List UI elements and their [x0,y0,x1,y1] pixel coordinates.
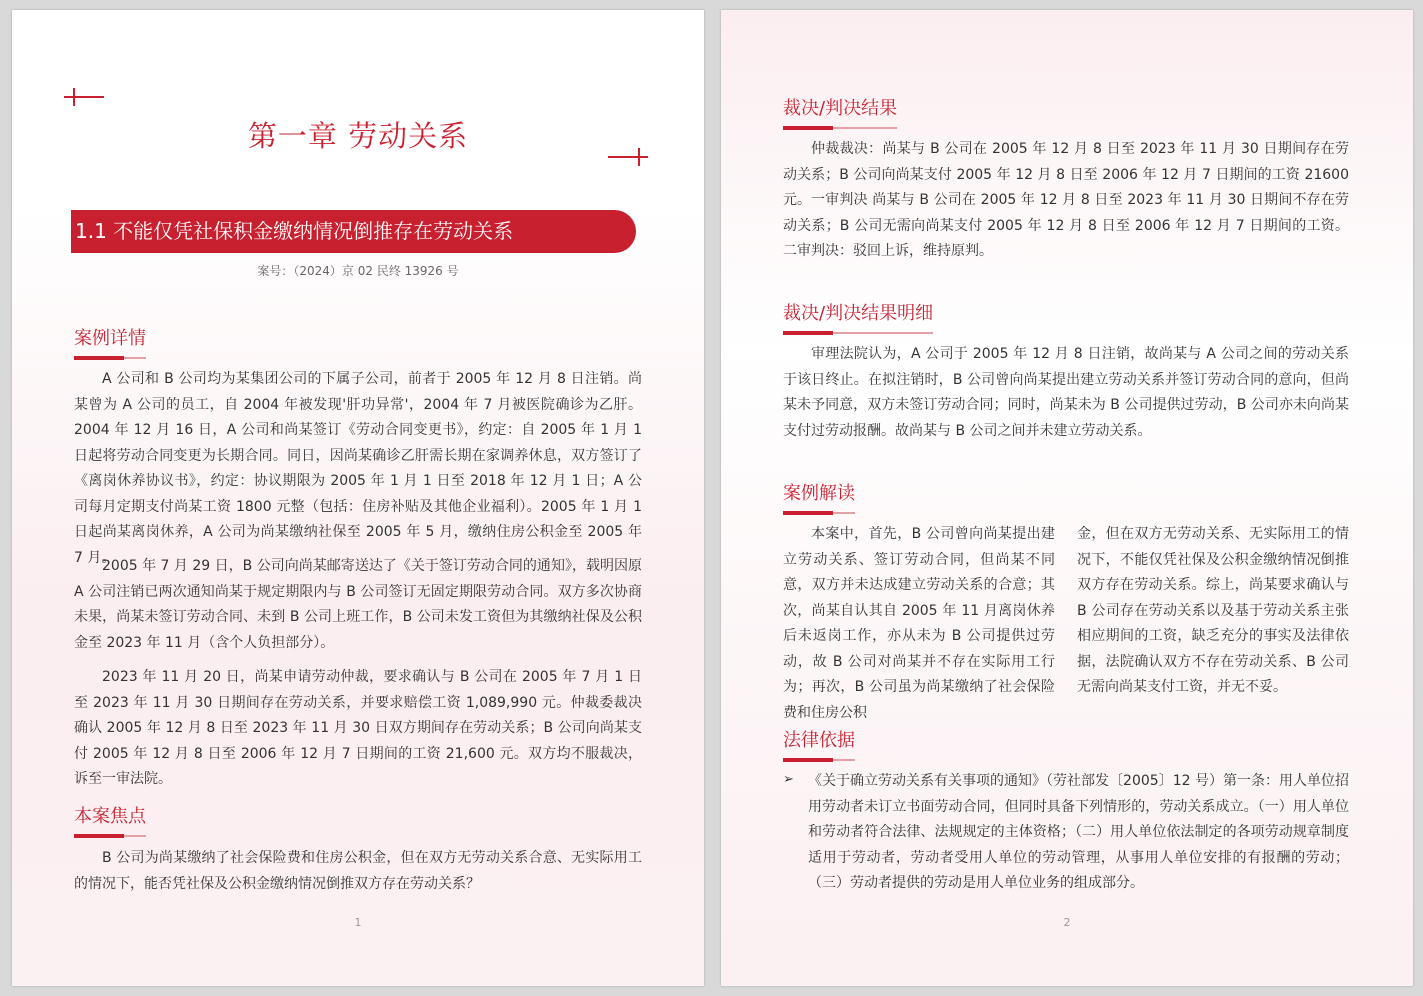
document-page-1 [12,10,704,986]
heading-case-details [74,324,146,350]
heading-underline [74,357,146,359]
heading-case-analysis [783,479,855,505]
heading-text: 案例解读 [783,483,855,504]
analysis-column-1: 本案中，首先，B 公司曾向尚某提出建立劳动关系、签订劳动合同，但尚某不同意，双方并未达成建立劳动关系的合意；其次，尚某自认其自 2005 年 11 月离岗休养后未返岗工作，亦从未为 B 公司提供过劳动，故 B 公司对尚某并不存在实际用工行为；再次，B 公司虽为尚某缴纳了社会保险费和住房公积 [783,526,1055,721]
result-paragraph-1: 仲裁裁决：尚某与 B 公司在 2005 年 12 月 8 日至 2023 年 11 月 30 日期间存在劳动关系；B 公司向尚某支付 2005 年 12 月 8 日至 2006 年 12 月 7 日期间的工资 21600 元。 [783,141,1349,208]
heading-ruling-result [783,94,897,120]
heading-text: 裁决/判决结果明细 [783,303,934,324]
details-paragraph-2: 2005 年 7 月 29 日，B 公司向尚某邮寄送达了《关于签订劳动合同的通知》，载明因原 A 公司注销已两次通知尚某于规定期限内与 B 公司签订无固定期限劳动合同。双方多次协商未果，尚某未签订劳动合同、未到 B 公司上班工作，B 公司未发工资但为其缴纳社保及公积金至 2023 年 11 月（含个人负担部分）。 [74,558,642,651]
arrow-bullet-icon: ➢ [783,772,794,787]
case-number: 案号：（2024）京 02 民终 13926 号 [257,264,459,278]
section-title-banner: 1.1 不能仅凭社保积金缴纳情况倒推存在劳动关系 [71,210,636,253]
heading-underline [783,332,933,334]
heading-underline [783,127,897,129]
legal-basis-paragraph: 《关于确立劳动关系有关事项的通知》（劳社部发〔2005〕12 号）第一条：用人单位招用劳动者未订立书面劳动合同，但同时具备下列情形的，劳动关系成立。（一）用人单位和劳动者符合法律、法规规定的主体资格；（二）用人单位依法制定的各项劳动规章制度适用于劳动者，劳动者受用人单位的劳动管理，从事用人单位安排的有报酬的劳动；（三）劳动者提供的劳动是用人单位业务的组成部分。 [808,773,1349,891]
page-number: 2 [1063,916,1071,929]
heading-text: 法律依据 [783,730,855,751]
result-paragraph-2: 一审判决 尚某与 B 公司在 2005 年 12 月 8 日至 2023 年 11 月 30 日期间不存在劳动关系；B 公司无需向尚某支付 2005 年 12 月 8 日至 2006 年 12 月 7 日期间的工资。二审判决：驳回上诉，维持原判。 [783,192,1349,259]
document-page-2 [721,10,1413,986]
detail-paragraph: 审理法院认为，A 公司于 2005 年 12 月 8 日注销，故尚某与 A 公司之间的劳动关系于该日终止。在拟注销时，B 公司曾向尚某提出建立劳动关系并签订劳动合同的意向，但尚某未予同意，双方未签订劳动合同；同时，尚某未为 B 公司提供过劳动，B 公司亦未向尚某支付过劳动报酬。故尚某与 B 公司之间并未建立劳动关系。 [783,346,1349,439]
page-number: 1 [354,916,362,929]
heading-underline [783,512,855,514]
heading-underline [783,759,855,761]
heading-text: 本案焦点 [74,806,146,827]
heading-text: 裁决/判决结果 [783,98,898,119]
heading-underline [74,835,146,837]
chapter-title: 第一章 劳动关系 [247,119,469,153]
details-paragraph-1: A 公司和 B 公司均为某集团公司的下属子公司，前者于 2005 年 12 月 8 日注销。尚某曾为 A 公司的员工，自 2004 年被发现'肝功异常'，2004 年 7 月被医院确诊为乙肝。2004 年 12 月 16 日，A 公司和尚某签订《劳动合同变更书》，约定：自 2005 年 1 月 1 日起将劳动合同变更为长期合同。同日，因尚某确诊乙肝需长期在家调养休息，双方签订了《离岗休养协议书》，约定：协议期限为 2005 年 1 月 1 日至 2018 年 12 月 1 日；A 公司每月定期支付尚某工资 1800 元整（包括：住房补贴及其他企业福利）。2005 年 1 月 1 日起尚某离岗休养，A 公司为尚某缴纳社保至 2005 年 5 月，缴纳住房公积金至 2005 年 7 月。 [74,371,642,566]
heading-case-focus [74,802,146,828]
heading-text: 案例详情 [74,328,146,349]
details-paragraph-3: 2023 年 11 月 20 日，尚某申请劳动仲裁，要求确认与 B 公司在 2005 年 7 月 1 日至 2023 年 11 月 30 日期间存在劳动关系，并要求赔偿工资 1,089,990 元。仲裁委裁决确认 2005 年 12 月 8 日至 2023 年 11 月 30 日双方期间存在劳动关系；B 公司向尚某支付 2005 年 12 月 8 日至 2006 年 12 月 7 日期间的工资 21,600 元。双方均不服裁决，诉至一审法院。 [74,669,642,787]
heading-legal-basis [783,726,855,752]
heading-ruling-detail [783,299,933,325]
focus-paragraph: B 公司为尚某缴纳了社会保险费和住房公积金，但在双方无劳动关系合意、无实际用工的情况下，能否凭社保及公积金缴纳情况倒推双方存在劳动关系？ [74,850,642,892]
analysis-column-2: 金，但在双方无劳动关系、无实际用工的情况下，不能仅凭社保及公积金缴纳情况倒推双方存在劳动关系。综上，尚某要求确认与 B 公司存在劳动关系以及基于劳动关系主张相应期间的工资，缺乏充分的事实及法律依据，法院确认双方不存在劳动关系、B 公司无需向尚某支付工资，并无不妥。 [1077,526,1349,695]
